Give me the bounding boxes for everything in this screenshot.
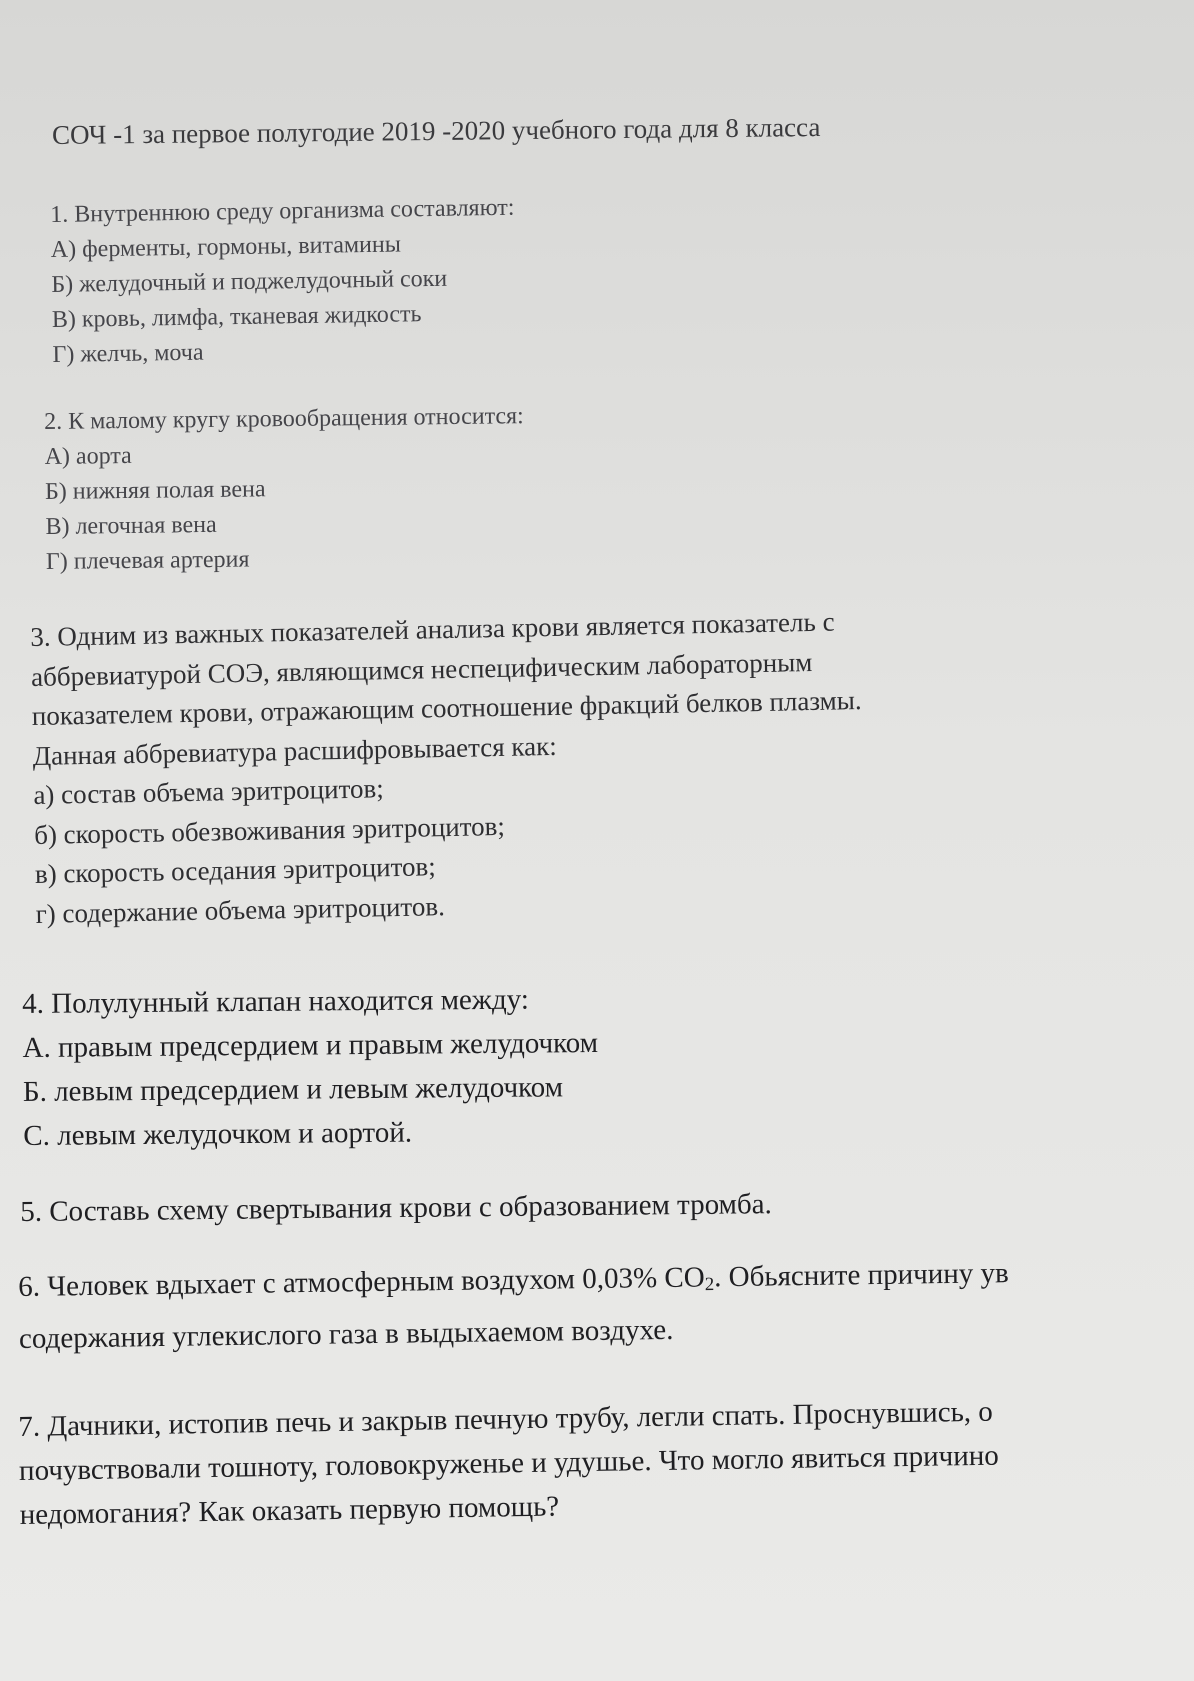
question-1-option-v: В) кровь, лимфа, тканевая жидкость xyxy=(51,301,422,333)
page-title: СОЧ -1 за первое полугодие 2019 -2020 учебного года для 8 класса xyxy=(51,111,821,150)
question-3-text-line-2: аббревиатурой СОЭ, являющимся неспецифическим лабораторным xyxy=(30,646,813,692)
question-1-option-b: Б) желудочный и поджелудочный соки xyxy=(51,265,448,298)
question-4-option-a: А. правым предсердием и правым желудочком xyxy=(22,1026,599,1064)
question-1-option-g: Г) желчь, моча xyxy=(52,339,204,368)
question-5 xyxy=(20,1182,772,1234)
question-6-text-before: 6. Человек вдыхает с атмосферным воздухом 0,03% СО xyxy=(18,1261,705,1303)
question-3-option-v: в) скорость оседания эритроцитов; xyxy=(34,851,437,889)
question-3-text-line-1: 3. Одним из важных показателей анализа крови является показатель с xyxy=(30,606,835,652)
question-6-subscript: 2 xyxy=(704,1274,715,1296)
question-3-text-line-3: показателем крови, отражающим соотношение фракций белков плазмы. xyxy=(31,685,862,731)
question-3 xyxy=(30,602,866,934)
question-3-option-g: г) содержание объема эритроцитов. xyxy=(35,890,446,929)
question-2-option-v: В) легочная вена xyxy=(45,511,217,540)
question-1-option-a: А) ферменты, гормоны, витамины xyxy=(50,231,402,263)
question-2-option-a: А) аорта xyxy=(44,442,132,470)
question-6-text-after: . Обьясните причину ув xyxy=(713,1257,1009,1294)
question-7 xyxy=(18,1390,1000,1537)
question-3-option-a: а) состав объема эритроцитов; xyxy=(33,773,385,810)
question-2-text: 2. К малому кругу кровообращения относится: xyxy=(44,403,524,435)
question-6-text-line-2: содержания углекислого газа в выдыхаемом воздухе. xyxy=(18,1313,674,1355)
question-3-option-b: б) скорость обезвоживания эритроцитов; xyxy=(33,810,506,850)
question-1 xyxy=(50,191,517,373)
question-2 xyxy=(44,399,526,580)
question-4-option-b: Б. левым предсердием и левым желудочком xyxy=(22,1071,564,1108)
question-3-text-line-4: Данная аббревиатура расшифровывается как: xyxy=(32,730,557,771)
question-2-option-b: Б) нижняя полая вена xyxy=(44,476,266,505)
question-4-option-c: С. левым желудочком и аортой. xyxy=(23,1116,413,1152)
question-4-text: 4. Полулунный клапан находится между: xyxy=(22,983,529,1020)
question-6 xyxy=(18,1251,1010,1361)
question-7-text-line-2: почувствовали тошноту, головокруженье и удушье. Что могло явиться причино xyxy=(18,1439,999,1487)
question-4 xyxy=(22,977,599,1158)
question-7-text-line-3: недомогания? Как оказать первую помощь? xyxy=(19,1490,560,1531)
question-2-option-g: Г) плечевая артерия xyxy=(45,546,250,575)
question-7-text-line-1: 7. Дачники, истопив печь и закрыв печную трубу, легли спать. Проснувшись, о xyxy=(18,1395,994,1443)
question-1-text: 1. Внутреннюю среду организма составляют: xyxy=(50,194,515,228)
question-5-text: 5. Составь схему свертывания крови с образованием тромба. xyxy=(20,1188,772,1228)
